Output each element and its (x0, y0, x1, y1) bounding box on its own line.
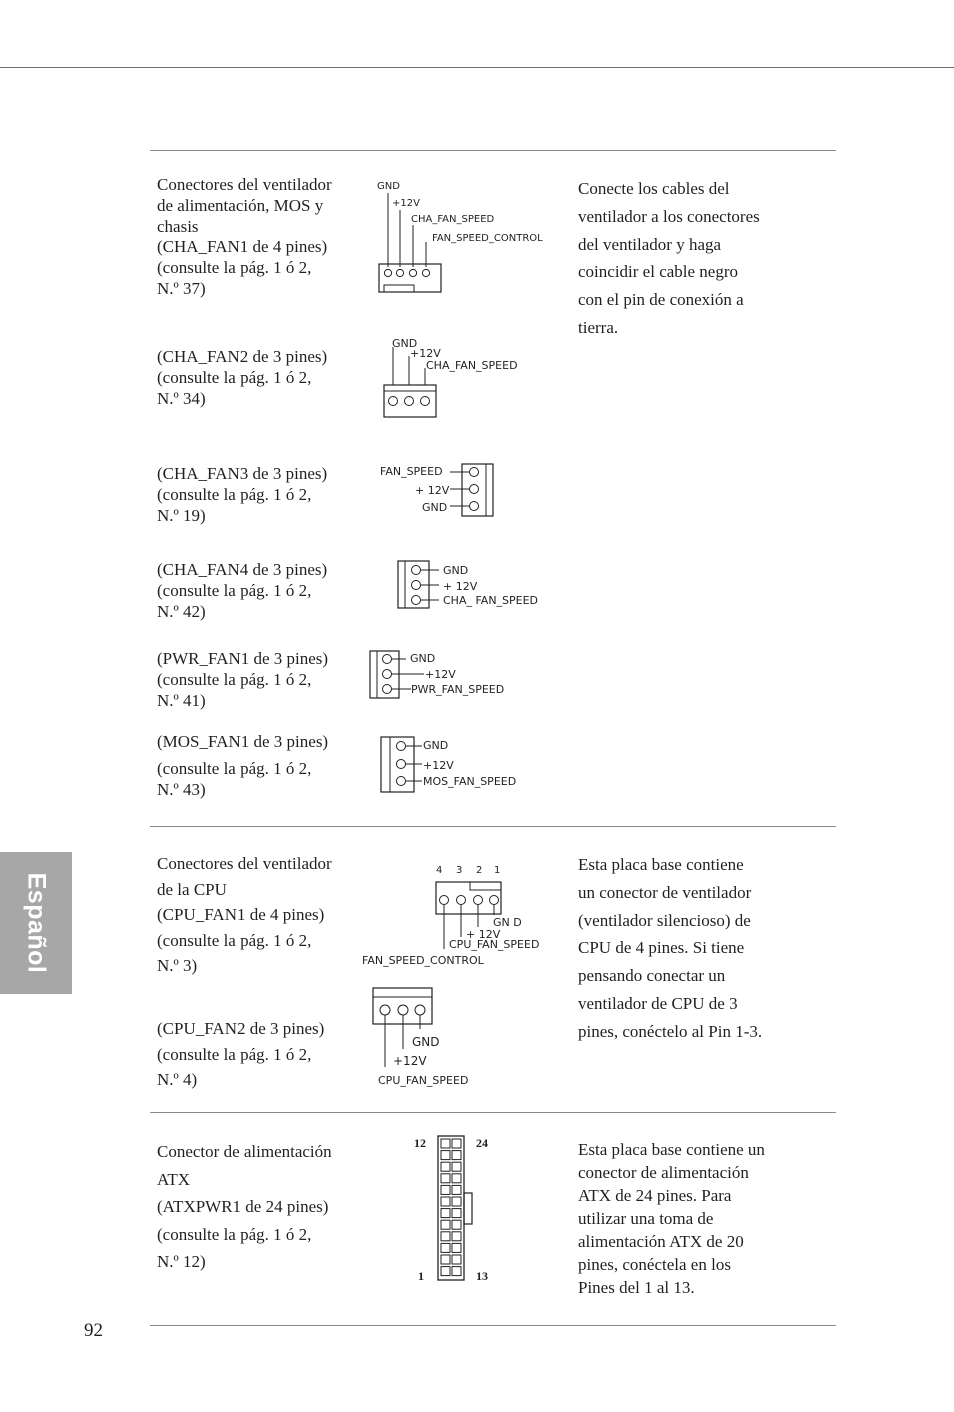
svg-text:FAN_SPEED_CONTROL: FAN_SPEED_CONTROL (362, 954, 484, 967)
svg-text:MOS_FAN_SPEED: MOS_FAN_SPEED (423, 775, 517, 788)
cha-fan4-diagram (396, 558, 546, 613)
atx-pin (452, 1197, 461, 1206)
svg-text:CPU_FAN_SPEED: CPU_FAN_SPEED (449, 938, 540, 951)
svg-text:13: 13 (476, 1269, 488, 1283)
atx-pin (452, 1151, 461, 1160)
atx-pin (452, 1267, 461, 1276)
svg-text:24: 24 (476, 1136, 488, 1150)
atx-pin (452, 1255, 461, 1264)
svg-text:1: 1 (494, 865, 501, 876)
svg-text:GND: GND (443, 564, 469, 577)
atx-pin (441, 1255, 450, 1264)
atx-pin (452, 1139, 461, 1148)
section-divider (150, 1112, 836, 1113)
pwr-fan1-diagram (368, 648, 548, 703)
svg-text:GND: GND (377, 181, 400, 192)
header-rule (0, 67, 954, 68)
atx-pin (441, 1197, 450, 1206)
cha-fan2-diagram (380, 335, 530, 420)
svg-text:CHA_FAN_SPEED: CHA_FAN_SPEED (426, 359, 518, 372)
svg-text:FAN_SPEED_CONTROL: FAN_SPEED_CONTROL (432, 233, 543, 244)
svg-text:CHA_FAN_SPEED: CHA_FAN_SPEED (411, 214, 495, 225)
svg-text:GND: GND (392, 337, 418, 350)
atx-pin (452, 1162, 461, 1171)
atx-pin (441, 1243, 450, 1252)
svg-text:+12V: +12V (423, 759, 454, 772)
section-divider (150, 826, 836, 827)
atx-pin (452, 1209, 461, 1218)
svg-text:CHA_ FAN_SPEED: CHA_ FAN_SPEED (443, 594, 539, 607)
atx-pin (441, 1174, 450, 1183)
atx-pin (441, 1185, 450, 1194)
atx-pin (441, 1209, 450, 1218)
atx-pin (441, 1232, 450, 1241)
atx-pin (452, 1174, 461, 1183)
svg-text:FAN_SPEED: FAN_SPEED (380, 465, 443, 478)
atx-pin (441, 1220, 450, 1229)
page-number: 92 (84, 1320, 103, 1341)
atxpwr1-label: Conector de alimentación ATX (ATXPWR1 de 24 pines) (consulte la pág. 1 ó 2, N.º 12) (157, 1142, 332, 1271)
svg-text:4: 4 (436, 865, 443, 876)
cpu-fan-description: Esta placa base contiene un conector de ventilador (ventilador silencioso) de CPU de 4 pines. Si tiene pensando conectar un ventilador de CPU de 3 pines, conéctelo al Pin 1-3. (578, 855, 763, 1041)
cha-fan4-label: (CHA_FAN4 de 3 pines) (consulte la pág. 1 ó 2, N.º 42) (157, 560, 328, 621)
cha-fan3-label: (CHA_FAN3 de 3 pines) (consulte la pág. 1 ó 2, N.º 19) (157, 464, 328, 525)
atx-pin (441, 1267, 450, 1276)
cpu-fan1-label: Conectores del ventilador de la CPU (CPU_FAN1 de 4 pines) (consulte la pág. 1 ó 2, N.º 3) (157, 854, 332, 975)
atx-pin (441, 1151, 450, 1160)
svg-text:CPU_FAN_SPEED: CPU_FAN_SPEED (378, 1074, 469, 1087)
svg-text:GND: GND (422, 501, 448, 514)
language-side-tab (0, 852, 72, 994)
svg-text:+12V: +12V (410, 347, 441, 360)
svg-text:+ 12V: + 12V (415, 484, 450, 497)
footer-rule (150, 1325, 836, 1326)
atxpwr1-diagram (410, 1132, 500, 1282)
cha-fan1-diagram (370, 175, 560, 300)
cha-fan3-diagram (378, 460, 503, 520)
svg-text:1: 1 (418, 1269, 424, 1283)
pwr-fan1-label: (PWR_FAN1 de 3 pines) (consulte la pág. 1 ó 2, N.º 41) (157, 649, 329, 710)
atx-pin (452, 1220, 461, 1229)
svg-text:2: 2 (476, 865, 483, 876)
fan-description: Conecte los cables del ventilador a los conectores del ventilador y haga coincidir el cable negro con el pin de conexión a tierra. (578, 179, 760, 337)
svg-text:PWR_FAN_SPEED: PWR_FAN_SPEED (411, 683, 505, 696)
svg-text:+12V: +12V (425, 668, 456, 681)
svg-text:GN D: GN D (493, 916, 522, 929)
section-divider (150, 150, 836, 151)
svg-text:12: 12 (414, 1136, 426, 1150)
svg-text:GND: GND (410, 652, 436, 665)
atx-pin (441, 1139, 450, 1148)
svg-text:+12V: +12V (393, 1054, 427, 1068)
svg-text:GND: GND (412, 1035, 440, 1049)
atx-description: Esta placa base contiene un conector de alimentación ATX de 24 pines. Para utilizar una toma de alimentación ATX de 20 pines, conéctela en los Pines del 1 al 13. (578, 1140, 765, 1297)
cpu-fan2-diagram (370, 985, 510, 1090)
svg-text:GND: GND (423, 739, 449, 752)
atx-pin (452, 1243, 461, 1252)
mos-fan1-diagram (378, 734, 548, 796)
cha-fan2-label: (CHA_FAN2 de 3 pines) (consulte la pág. 1 ó 2, N.º 34) (157, 347, 328, 408)
svg-text:+12V: +12V (392, 198, 420, 209)
atx-pin (452, 1232, 461, 1241)
cha-fan1-label: Conectores del ventilador de alimentación, MOS y chasis (CHA_FAN1 de 4 pines) (consulte la pág. 1 ó 2, N.º 37) (157, 175, 332, 298)
svg-text:+ 12V: + 12V (466, 928, 501, 941)
atx-pin (452, 1185, 461, 1194)
mos-fan1-label: (MOS_FAN1 de 3 pines) (consulte la pág. 1 ó 2, N.º 43) (157, 732, 329, 799)
atx-pin (441, 1162, 450, 1171)
svg-text:3: 3 (456, 865, 463, 876)
cpu-fan1-diagram (360, 860, 560, 970)
language-label: Español (22, 872, 51, 974)
cpu-fan2-label: (CPU_FAN2 de 3 pines) (consulte la pág. 1 ó 2, N.º 4) (157, 1019, 325, 1089)
svg-text:+ 12V: + 12V (443, 580, 478, 593)
